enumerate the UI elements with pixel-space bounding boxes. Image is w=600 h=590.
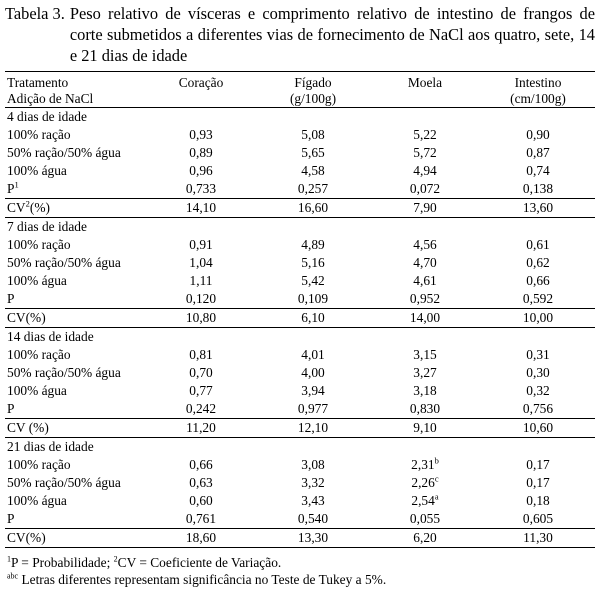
treatment-cell: 100% água	[7, 273, 67, 288]
intestine-cell: 0,61	[526, 237, 550, 252]
cv-label-text: CV(%)	[7, 310, 46, 325]
header-row-1	[5, 72, 595, 92]
cv-value: 13,60	[481, 199, 595, 218]
section-title-row	[5, 328, 595, 347]
liver-cell: 5,08	[301, 127, 325, 142]
liver-cell: 5,65	[301, 145, 325, 160]
cv-label	[5, 199, 145, 218]
footnote-1-text-a: P = Probabilidade;	[11, 555, 114, 570]
table-row	[5, 162, 595, 180]
gizzard-value: 4,56	[413, 237, 437, 252]
cv-row	[5, 309, 595, 328]
table-body	[5, 108, 595, 548]
significance-letter: a	[434, 491, 439, 502]
table-row	[5, 456, 595, 474]
footnote-2-marker: 2	[113, 554, 118, 564]
section-title: 21 dias de idade	[7, 439, 94, 454]
gizzard-value: 3,27	[413, 365, 437, 380]
p-label-text: P	[7, 401, 15, 416]
footnote-1-text-b: CV = Coeficiente de Variação.	[117, 555, 282, 570]
p-value: 0,257	[297, 181, 329, 196]
cv-label-text: CV(%)	[7, 530, 46, 545]
p-row	[5, 180, 595, 199]
p-value: 0,120	[185, 291, 217, 306]
treatment-cell: 50% ração/50% água	[7, 255, 121, 270]
table-row	[5, 492, 595, 510]
p-label-text: P	[7, 511, 15, 526]
liver-cell: 3,32	[301, 475, 325, 490]
gizzard-value: 5,72	[413, 145, 437, 160]
cv-label	[5, 529, 145, 548]
p-footnote-marker: 1	[14, 179, 19, 190]
header-gizzard: Moela	[369, 72, 481, 92]
treatment-cell: 50% ração/50% água	[7, 365, 121, 380]
liver-cell: 5,42	[301, 273, 325, 288]
liver-cell: 5,16	[301, 255, 325, 270]
p-row	[5, 400, 595, 419]
cv-value: 11,30	[481, 529, 595, 548]
liver-cell: 4,01	[301, 347, 325, 362]
cv-value: 10,80	[145, 309, 257, 328]
cv-label-text: CV	[7, 200, 26, 215]
footnote-2-text: Letras diferentes representam significância no Teste de Tukey a 5%.	[18, 572, 387, 587]
liver-cell: 4,00	[301, 365, 325, 380]
footnote-2	[7, 571, 595, 588]
cv-value: 16,60	[257, 199, 369, 218]
treatment-cell: 100% ração	[7, 127, 71, 142]
gizzard-cell	[369, 126, 481, 144]
gizzard-cell	[369, 492, 481, 510]
p-value: 0,592	[522, 291, 554, 306]
gizzard-cell	[369, 474, 481, 492]
p-value: 0,138	[522, 181, 554, 196]
header-unit-g-text: (g/100g)	[289, 91, 337, 106]
section-title: 7 dias de idade	[7, 219, 87, 234]
intestine-cell: 0,62	[526, 255, 550, 270]
p-label	[5, 510, 145, 529]
p-row	[5, 290, 595, 309]
gizzard-value: 2,26	[411, 475, 435, 490]
header-treatment: Tratamento	[5, 72, 145, 92]
gizzard-cell	[369, 382, 481, 400]
header-liver: Fígado	[257, 72, 369, 92]
caption-label: Tabela 3.	[5, 4, 65, 23]
p-label	[5, 290, 145, 309]
cv-value: 6,20	[369, 529, 481, 548]
heart-cell: 0,89	[189, 145, 213, 160]
intestine-cell: 0,32	[526, 383, 550, 398]
gizzard-value: 4,61	[413, 273, 437, 288]
p-label	[5, 180, 145, 199]
table-row	[5, 236, 595, 254]
heart-cell: 0,60	[189, 493, 213, 508]
treatment-cell: 100% ração	[7, 347, 71, 362]
gizzard-cell	[369, 456, 481, 474]
gizzard-value: 4,94	[413, 163, 437, 178]
p-value: 0,761	[185, 511, 217, 526]
section-title: 4 dias de idade	[7, 109, 87, 124]
intestine-cell: 0,17	[526, 457, 550, 472]
treatment-cell: 100% ração	[7, 237, 71, 252]
table-row	[5, 254, 595, 272]
cv-label	[5, 309, 145, 328]
liver-cell: 4,58	[301, 163, 325, 178]
intestine-cell: 0,18	[526, 493, 550, 508]
p-value: 0,952	[409, 291, 441, 306]
p-value: 0,055	[409, 511, 441, 526]
header-row-2	[5, 91, 595, 108]
treatment-cell: 100% água	[7, 383, 67, 398]
p-label-text: P	[7, 291, 15, 306]
treatment-cell: 100% ração	[7, 457, 71, 472]
heart-cell: 0,91	[189, 237, 213, 252]
p-label-text: P	[7, 181, 15, 196]
p-value: 0,540	[297, 511, 329, 526]
cv-label-text: CV (%)	[7, 420, 49, 435]
header-heart: Coração	[145, 72, 257, 92]
gizzard-cell	[369, 144, 481, 162]
p-row	[5, 510, 595, 529]
heart-cell: 0,77	[189, 383, 213, 398]
table-row	[5, 144, 595, 162]
intestine-cell: 0,31	[526, 347, 550, 362]
p-label	[5, 400, 145, 419]
gizzard-cell	[369, 272, 481, 290]
heart-cell: 0,96	[189, 163, 213, 178]
cv-value: 9,10	[369, 419, 481, 438]
cv-label	[5, 419, 145, 438]
header-unit-g	[145, 91, 481, 108]
gizzard-cell	[369, 346, 481, 364]
cv-row	[5, 199, 595, 218]
cv-value: 10,00	[481, 309, 595, 328]
cv-value: 18,60	[145, 529, 257, 548]
cv-value: 7,90	[369, 199, 481, 218]
table-row	[5, 382, 595, 400]
p-value: 0,756	[522, 401, 554, 416]
gizzard-cell	[369, 162, 481, 180]
gizzard-cell	[369, 236, 481, 254]
cv-row	[5, 419, 595, 438]
footnotes	[5, 554, 595, 588]
intestine-cell: 0,17	[526, 475, 550, 490]
gizzard-cell	[369, 254, 481, 272]
header-unit-cm: (cm/100g)	[481, 91, 595, 108]
heart-cell: 1,11	[189, 273, 213, 288]
p-value: 0,109	[297, 291, 329, 306]
heart-cell: 0,81	[189, 347, 213, 362]
intestine-cell: 0,66	[526, 273, 550, 288]
cv-value: 12,10	[257, 419, 369, 438]
footnote-1	[7, 554, 595, 571]
cv-row	[5, 529, 595, 548]
footnote-1-marker: 1	[7, 554, 11, 564]
intestine-cell: 0,74	[526, 163, 550, 178]
heart-cell: 0,93	[189, 127, 213, 142]
cv-footnote-marker: 2	[25, 198, 30, 209]
treatment-cell: 100% água	[7, 163, 67, 178]
section-title-row	[5, 438, 595, 457]
section-title-row	[5, 108, 595, 127]
p-value: 0,605	[522, 511, 554, 526]
liver-cell: 4,89	[301, 237, 325, 252]
cv-value: 6,10	[257, 309, 369, 328]
gizzard-value: 4,70	[413, 255, 437, 270]
heart-cell: 0,66	[189, 457, 213, 472]
table-row	[5, 364, 595, 382]
table-row	[5, 126, 595, 144]
significance-letter: c	[434, 473, 439, 484]
gizzard-value: 5,22	[413, 127, 437, 142]
p-value: 0,733	[185, 181, 217, 196]
gizzard-value: 2,31	[411, 457, 435, 472]
p-value: 0,072	[409, 181, 441, 196]
table-row	[5, 346, 595, 364]
gizzard-value: 3,18	[413, 383, 437, 398]
footnote-abc-marker: abc	[7, 571, 19, 581]
p-value: 0,830	[409, 401, 441, 416]
cv-value: 11,20	[145, 419, 257, 438]
p-value: 0,242	[185, 401, 217, 416]
section-title: 14 dias de idade	[7, 329, 94, 344]
p-value: 0,977	[297, 401, 329, 416]
treatment-cell: 50% ração/50% água	[7, 475, 121, 490]
cv-label-unit: (%)	[29, 200, 50, 215]
header-nacl: Adição de NaCl	[5, 91, 145, 108]
intestine-cell: 0,90	[526, 127, 550, 142]
cv-value: 14,00	[369, 309, 481, 328]
header-intestine: Intestino	[481, 72, 595, 92]
heart-cell: 0,63	[189, 475, 213, 490]
liver-cell: 3,08	[301, 457, 325, 472]
gizzard-cell	[369, 364, 481, 382]
gizzard-value: 2,54	[411, 493, 435, 508]
treatment-cell: 100% água	[7, 493, 67, 508]
intestine-cell: 0,30	[526, 365, 550, 380]
table-row	[5, 272, 595, 290]
liver-cell: 3,94	[301, 383, 325, 398]
heart-cell: 0,70	[189, 365, 213, 380]
cv-value: 13,30	[257, 529, 369, 548]
results-table	[5, 71, 595, 548]
cv-value: 10,60	[481, 419, 595, 438]
cv-value: 14,10	[145, 199, 257, 218]
liver-cell: 3,43	[301, 493, 325, 508]
heart-cell: 1,04	[189, 255, 213, 270]
gizzard-value: 3,15	[413, 347, 437, 362]
section-title-row	[5, 218, 595, 237]
table-row	[5, 474, 595, 492]
table-caption	[5, 3, 595, 66]
intestine-cell: 0,87	[526, 145, 550, 160]
caption-text: Peso relativo de vísceras e comprimento relativo de intestino de frangos de corte submetidos a diferentes vias de fornecimento de NaCl aos quatro, sete, 14 e 21 dias de idade	[69, 4, 595, 65]
significance-letter: b	[434, 455, 439, 466]
treatment-cell: 50% ração/50% água	[7, 145, 121, 160]
